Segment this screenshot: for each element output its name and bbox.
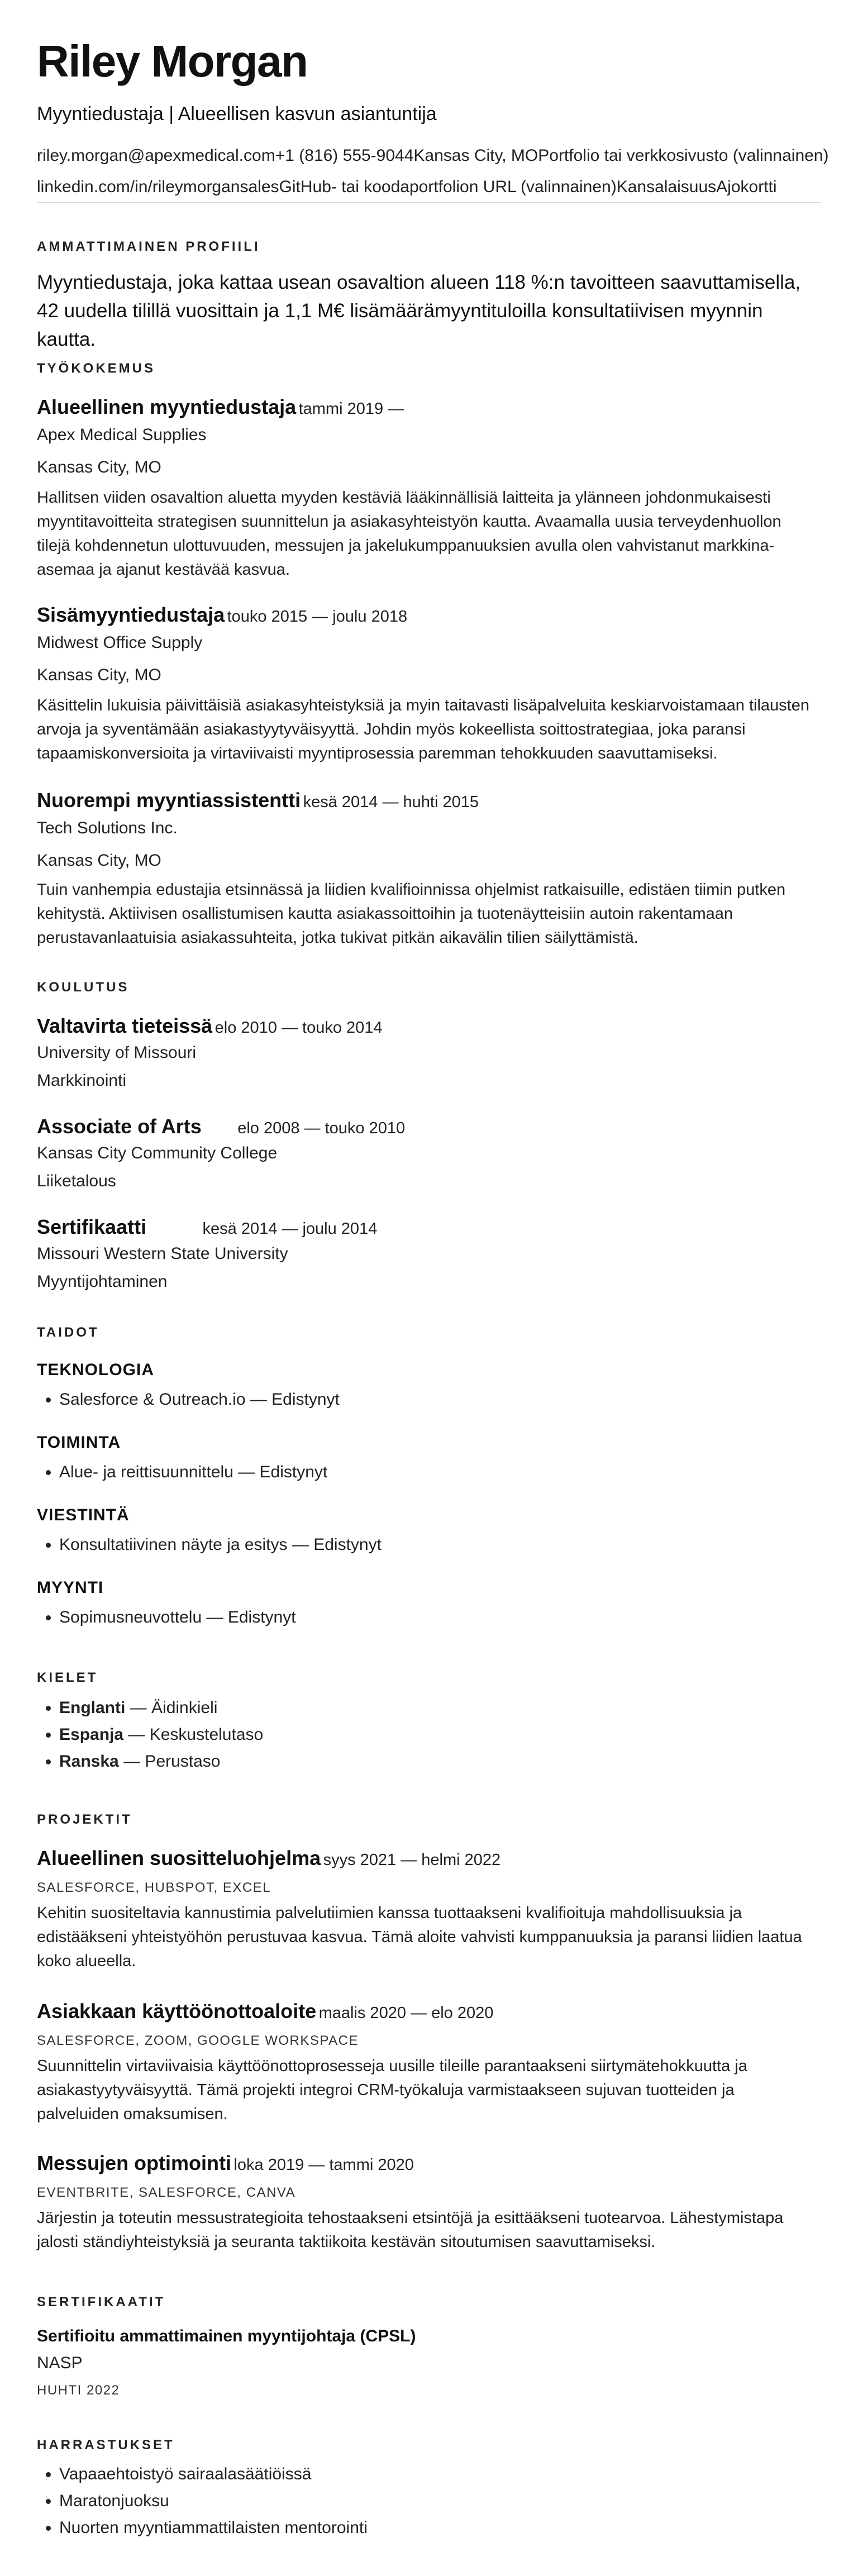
- project-title: Alueellinen suositteluohjelma: [37, 1847, 321, 1869]
- language-list: [37, 1695, 263, 1775]
- degree-dates: kesä 2014 — joulu 2014: [202, 1220, 378, 1238]
- skill-list: [37, 1386, 340, 1413]
- education-entry: [37, 1215, 377, 1239]
- certification-name: Sertifioitu ammattimainen myyntijohtaja (CPSL): [37, 2327, 416, 2345]
- skill-list: [37, 1604, 296, 1631]
- profile-summary: Myyntiedustaja, joka kattaa usean osavaltion alueen 118 %:n tavoitteen saavuttamisella, 42 uudella tilillä vuosittain ja 1,1 M€ lisämäärämyyntituloilla konsultatiivisen myynnin kautta.: [37, 271, 801, 350]
- job-title: Sisämyyntiedustaja: [37, 603, 225, 626]
- project-description: Järjestin ja toteutin messustrategioita tehostaakseni etsintöjä ja esittääkseni tuotearvoa. Lähestymistapa jalosti ständiyhteistyksiä ja seuranta taktiikoita kestävän sitoutumisen saavuttamiseksi.: [37, 2209, 784, 2251]
- job-dates: kesä 2014 — huhti 2015: [303, 793, 479, 811]
- skill-group-title: VIESTINTÄ: [37, 1506, 130, 1524]
- language-name: Ranska: [59, 1752, 119, 1771]
- project-entry: [37, 1847, 500, 1870]
- language-level: — Keskustelutaso: [123, 1725, 264, 1744]
- job-dates: touko 2015 — joulu 2018: [227, 608, 408, 626]
- job-location: Kansas City, MO: [37, 851, 161, 870]
- project-tags: SALESFORCE, HUBSPOT, EXCEL: [37, 1880, 271, 1895]
- job-title: Alueellinen myyntiedustaja: [37, 395, 297, 418]
- project-dates: syys 2021 — helmi 2022: [323, 1851, 501, 1869]
- skill-list: [37, 1532, 382, 1558]
- project-description: Suunnittelin virtaviivaisia käyttöönottoprosesseja uusille tileille parantaakseni siirtymätehokkuutta ja asiakastyytyväisyyttä. Tämä projekti integroi CRM-työkaluja varmistaakseen sujuvan tuotteiden ja palveluiden omaksumisen.: [37, 2057, 747, 2123]
- section-title-certifications: SERTIFIKAATIT: [37, 2294, 166, 2310]
- language-item: [59, 1721, 263, 1748]
- project-dates: maalis 2020 — elo 2020: [318, 2004, 494, 2022]
- language-level: — Perustaso: [118, 1752, 221, 1771]
- degree-dates: elo 2010 — touko 2014: [214, 1019, 383, 1037]
- job-company: Apex Medical Supplies: [37, 426, 207, 444]
- study-field: Liiketalous: [37, 1172, 116, 1190]
- job-company: Tech Solutions Inc.: [37, 819, 178, 837]
- project-title: Messujen optimointi: [37, 2152, 232, 2174]
- certification-date: HUHTI 2022: [37, 2383, 120, 2398]
- language-item: [59, 1748, 263, 1775]
- job-company: Midwest Office Supply: [37, 633, 203, 652]
- contact-row-primary: riley.morgan@apexmedical.com+1 (816) 555-9044Kansas City, MOPortfolio tai verkkosivusto (valinnainen): [37, 146, 829, 165]
- section-title-profile: AMMATTIMAINEN PROFIILI: [37, 239, 260, 254]
- skill-item: • Salesforce & Outreach.io — Edistynyt: [59, 1386, 340, 1413]
- project-tags: SALESFORCE, ZOOM, GOOGLE WORKSPACE: [37, 2033, 359, 2048]
- skill-item: • Sopimusneuvottelu — Edistynyt: [59, 1604, 296, 1631]
- skill-item: • Konsultatiivinen näyte ja esitys — Edistynyt: [59, 1532, 382, 1558]
- job-title: Nuorempi myyntiassistentti: [37, 789, 301, 812]
- job-description: Käsittelin lukuisia päivittäisiä asiakasyhteistyksiä ja myin taitavasti lisäpalveluita keskiarvoistamaan tilausten arvoja ja syventämään asiakastyytyväisyyttä. Johdin myös kokeellista soittostrategiaa, joka paransi tapaamiskonversioita ja virtaviivaisti myyntiprosessia paremman tehokkuuden saavuttamiseksi.: [37, 697, 809, 762]
- job-dates: tammi 2019 —: [298, 400, 404, 418]
- education-entry: [37, 1014, 383, 1038]
- degree-title: Associate of Arts: [37, 1115, 202, 1138]
- section-title-hobbies: HARRASTUKSET: [37, 2437, 175, 2453]
- education-entry: [37, 1115, 405, 1138]
- project-entry: [37, 2152, 414, 2175]
- job-description: Tuin vanhempia edustajia etsinnässä ja liidien kvalifioinnissa ohjelmist ratkaisuille, edistäen tiimin putken kehitystä. Aktiivisen osallistumisen kautta asiakassoittoihin ja tuotenäytteisiin autoin rakentamaan perustavanlaatuisia asiakassuhteita, jotka tukivat pitkän aikavälin tilien säilyttämistä.: [37, 881, 786, 947]
- section-title-languages: KIELET: [37, 1670, 98, 1685]
- skill-list: [37, 1459, 327, 1486]
- school-name: Kansas City Community College: [37, 1144, 278, 1162]
- hobby-item: • Vapaaehtoistyö sairaalasäätiöissä: [59, 2461, 368, 2488]
- header-divider: [37, 202, 821, 203]
- project-entry: [37, 2000, 493, 2023]
- job-location: Kansas City, MO: [37, 458, 161, 476]
- skill-group-title: TEKNOLOGIA: [37, 1361, 154, 1379]
- skill-group-title: MYYNTI: [37, 1578, 104, 1597]
- section-title-education: KOULUTUS: [37, 980, 130, 995]
- study-field: Myyntijohtaminen: [37, 1272, 168, 1291]
- degree-dates: elo 2008 — touko 2010: [237, 1119, 406, 1137]
- certification-issuer: NASP: [37, 2354, 83, 2372]
- skill-item: • Alue- ja reittisuunnittelu — Edistynyt: [59, 1459, 327, 1486]
- contact-row-secondary: linkedin.com/in/rileymorgansalesGitHub- tai koodaportfolion URL (valinnainen)KansalaisuusAjokortti: [37, 178, 777, 196]
- degree-title: Sertifikaatti: [37, 1215, 147, 1238]
- section-title-projects: PROJEKTIT: [37, 1812, 132, 1827]
- project-tags: EVENTBRITE, SALESFORCE, CANVA: [37, 2185, 296, 2200]
- project-description: Kehitin suositeltavia kannustimia palvelutiimien kanssa tuottaakseni kvalifioituja mahdollisuuksia ja edistääkseni yhteistyöhön perustuvaa kasvua. Tämä aloite vahvisti kumppanuuksia ja paransi liidien laatua koko alueella.: [37, 1904, 802, 1970]
- experience-entry: [37, 395, 404, 419]
- language-name: Englanti: [59, 1699, 126, 1717]
- section-title-skills: TAIDOT: [37, 1325, 99, 1340]
- study-field: Markkinointi: [37, 1071, 127, 1090]
- hobby-list: [37, 2461, 368, 2541]
- school-name: Missouri Western State University: [37, 1244, 288, 1263]
- candidate-name: Riley Morgan: [37, 36, 308, 86]
- experience-entry: [37, 603, 407, 627]
- experience-entry: [37, 789, 479, 812]
- job-location: Kansas City, MO: [37, 666, 161, 684]
- job-description: Hallitsen viiden osavaltion aluetta myyden kestäviä lääkinnällisiä laitteita ja ylänneen johdonmukaisesti myyntitavoitteita strategisen suunnittelun ja asiakasyhteistyön kautta. Avaamalla uusia terveydenhuollon tilejä kohdennetun ulottuvuuden, messujen ja jakelukumppanuuksien avulla olen vahvistanut markkina-asemaa ja ajanut kestävää kasvua.: [37, 489, 781, 579]
- project-dates: loka 2019 — tammi 2020: [233, 2156, 414, 2174]
- language-name: Espanja: [59, 1725, 124, 1744]
- language-item: [59, 1695, 263, 1721]
- project-title: Asiakkaan käyttöönottoaloite: [37, 2000, 317, 2022]
- section-title-experience: TYÖKOKEMUS: [37, 361, 156, 376]
- hobby-item: • Nuorten myyntiammattilaisten mentorointi: [59, 2515, 368, 2541]
- skill-group-title: TOIMINTA: [37, 1433, 121, 1452]
- degree-title: Valtavirta tieteissä: [37, 1014, 213, 1037]
- language-level: — Äidinkieli: [125, 1699, 218, 1717]
- candidate-tagline: Myyntiedustaja | Alueellisen kasvun asiantuntija: [37, 103, 437, 125]
- hobby-item: • Maratonjuoksu: [59, 2488, 368, 2515]
- school-name: University of Missouri: [37, 1043, 197, 1062]
